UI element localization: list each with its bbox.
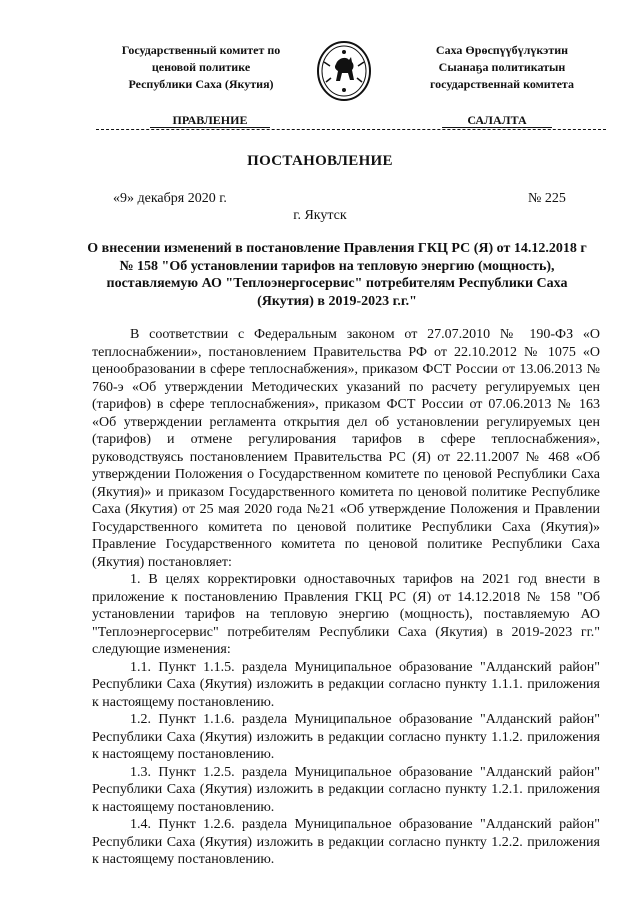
body-paragraph: В соответствии с Федеральным законом от 27.07.2010 № 190-ФЗ «О теплоснабжении», постановлением Правительства РФ от 22.10.2012 № 1075 «О ценообразовании в сфере теплоснабжения», приказом ФСТ России от 13.06.2013 № 760-э «Об утверждении Методических указаний по расчету регулируемых цен (тарифов) в сфере теплоснабжения», приказом ФСТ России от 07.06.2013 № 163 «Об утверждении регламента открытия дел об установлении регулируемых цен (тарифов) и отмене регулирования тарифов в сфере теплоснабжения», руководствуясь постановлением Правительства РС (Я) от 22.11.2007 № 468 «Об утверждении Положения о Государственном комитете по ценовой Республики Саха (Якутия)» и приказом Государственного комитета по ценовой политике Республике Саха (Якутия) от 25 мая 2020 года №21 «Об утверждение Положения и Правлении Государственного комитета по ценовой политике Республики Саха (Якутия)» Правление Государственного комитета по ценовой политике Республики Саха (Якутия) постановляет: <box>92 327 600 570</box>
department-left: ПРАВЛЕНИЕ <box>172 113 248 127</box>
department-right-underline <box>442 127 552 128</box>
body-paragraph: 1.4. Пункт 1.2.6. раздела Муниципальное образование "Алданский район" Республики Саха (Якутия) изложить в редакции согласно пункту 1.2.2. приложения к настоящему постановлению. <box>92 817 600 867</box>
header-left-line: Республики Саха (Якутия) <box>128 77 274 91</box>
document-body <box>92 326 600 869</box>
sakha-emblem-icon <box>316 40 372 102</box>
header-left-line: ценовой политике <box>151 60 251 74</box>
document-title: ПОСТАНОВЛЕНИЕ <box>247 153 393 169</box>
department-right: САЛАЛТА <box>467 113 527 127</box>
body-paragraph: 1.3. Пункт 1.2.5. раздела Муниципальное образование "Алданский район" Республики Саха (Якутия) изложить в редакции согласно пункту 1.2.1. приложения к настоящему постановлению. <box>92 764 600 815</box>
header-right-line: Саха Өрөспүүбүлүкэтин <box>435 43 569 57</box>
document-subject: О внесении изменений в постановление Правления ГКЦ РС (Я) от 14.12.2018 г № 158 "Об установлении тарифов на тепловую энергию (мощность), поставляемую АО "Теплоэнергосервис" потребителям Республики Саха (Якутия) в 2019-2023 г.г." <box>87 241 587 309</box>
department-left-underline <box>150 127 270 128</box>
body-paragraph: 1.1. Пункт 1.1.5. раздела Муниципальное образование "Алданский район" Республики Саха (Якутия) изложить в редакции согласно пункту 1.1.1. приложения к настоящему постановлению. <box>92 659 600 710</box>
header-left-org <box>96 42 306 93</box>
body-paragraph: 1.2. Пункт 1.1.6. раздела Муниципальное образование "Алданский район" Республики Саха (Якутия) изложить в редакции согласно пункту 1.1.2. приложения к настоящему постановлению. <box>92 712 600 762</box>
header-right-line: государственнай комитета <box>430 77 574 91</box>
document-date: «9» декабря 2020 г. <box>113 191 227 206</box>
header-left-line: Государственный комитет по <box>121 43 281 57</box>
document-city: г. Якутск <box>293 208 347 223</box>
document-number: № 225 <box>528 191 566 206</box>
header-dashed-divider <box>96 129 606 130</box>
header-right-line: Сыанаҕа политикатын <box>438 60 566 74</box>
header-right-org <box>397 42 607 93</box>
body-paragraph: 1. В целях корректировки одноставочных тарифов на 2021 год внести в приложение к постановлению Правления ГКЦ РС (Я) от 14.12.2018 № 158 "Об установлении тарифов на тепловую энергию (мощность), поставляемую АО "Теплоэнергосервис" потребителям Республики Саха (Якутия) в 2019-2023 гг." следующие изменения: <box>92 572 600 657</box>
